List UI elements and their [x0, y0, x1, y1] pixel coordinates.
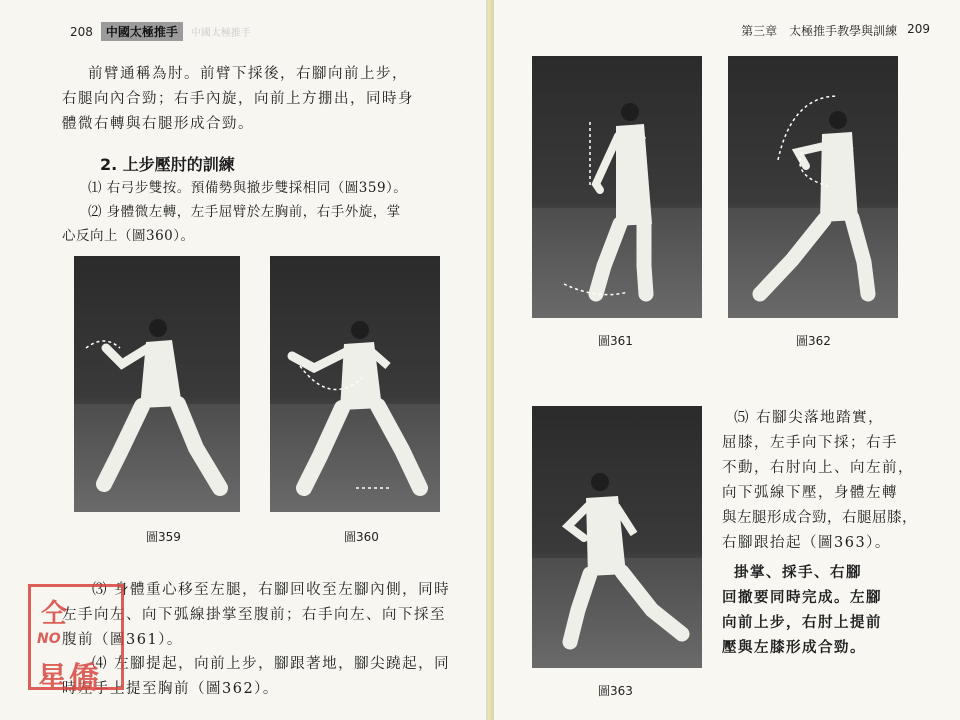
right-page-number: 209	[907, 22, 930, 36]
left-page-header	[70, 22, 251, 41]
note-line-3: 向前上步，右肘上提前	[722, 614, 882, 631]
chapter-header: 第三章 太極推手教學與訓練	[741, 24, 898, 38]
step-4-line-1: ⑷ 左腳提起，向前上步，腳跟著地，腳尖蹺起，同	[92, 656, 451, 672]
step-2-line-2: 心反向上（圖360）。	[62, 228, 195, 244]
intro-line-1: 前臂通稱為肘。前臂下採後，右腳向前上步，	[88, 66, 408, 82]
figure-362-caption: 圖362	[796, 334, 831, 348]
figure-363-photo	[532, 406, 702, 668]
step-5-line-6: 右腳跟抬起（圖363）。	[722, 535, 891, 551]
figure-363-caption: 圖363	[598, 684, 633, 698]
step-5-line-3: 不動，右肘向上、向左前，	[722, 460, 914, 476]
figure-362-photo	[728, 56, 898, 318]
figure-360-photo	[270, 256, 440, 512]
step-5-line-1: ⑸ 右腳尖落地踏實，	[734, 410, 885, 426]
stamp-top-text: 仝	[41, 599, 68, 629]
stamp-bottom-text: 星僑	[37, 661, 101, 696]
step-5-line-5: 與左腿形成合勁，右腿屈膝，	[722, 510, 917, 526]
step-5-line-4: 向下弧線下壓，身體左轉	[722, 485, 898, 501]
book-gutter	[486, 0, 494, 720]
intro-line-2: 右腿向內合勁；右手內旋，向前上方掤出，同時身	[62, 91, 414, 107]
right-page	[494, 0, 960, 720]
figure-360-caption: 圖360	[344, 530, 379, 544]
note-line-1: 掛掌、採手、右腳	[734, 564, 862, 581]
figure-359-caption: 圖359	[146, 530, 181, 544]
step-2-line-1: ⑵ 身體微左轉，左手屈臂於左胸前，右手外旋，掌	[88, 204, 401, 220]
figure-361-caption: 圖361	[598, 334, 633, 348]
step-1: ⑴ 右弓步雙按。預備勢與撤步雙採相同（圖359）。	[88, 180, 408, 196]
section-heading: 2. 上步壓肘的訓練	[100, 155, 235, 174]
intro-line-3: 體微右轉與右腿形成合勁。	[62, 116, 254, 132]
book-title: 中國太極推手	[101, 22, 183, 41]
note-line-2: 回撤要同時完成。左腳	[722, 589, 882, 606]
stamp-middle-text: NO	[37, 631, 61, 647]
figure-361-photo	[532, 56, 702, 318]
step-5-line-2: 屈膝，左手向下採；右手	[722, 435, 898, 451]
left-page-number: 208	[70, 24, 93, 39]
step-4-line-2: 時左手上提至胸前（圖362）。	[62, 681, 279, 697]
note-line-4: 壓與左膝形成合勁。	[722, 639, 866, 656]
step-3-line-3: 腹前（圖361）。	[62, 632, 183, 648]
right-page-header	[741, 22, 930, 39]
figure-359-photo	[74, 256, 240, 512]
step-3-line-1: ⑶ 身體重心移至左腿，右腳回收至左腳內側，同時	[92, 582, 451, 598]
watermark-stamp	[28, 584, 124, 696]
ghost-header: 中國太極推手	[190, 28, 251, 39]
step-3-line-2: 左手向左、向下弧線掛掌至腹前；右手向左、向下採至	[62, 607, 446, 623]
